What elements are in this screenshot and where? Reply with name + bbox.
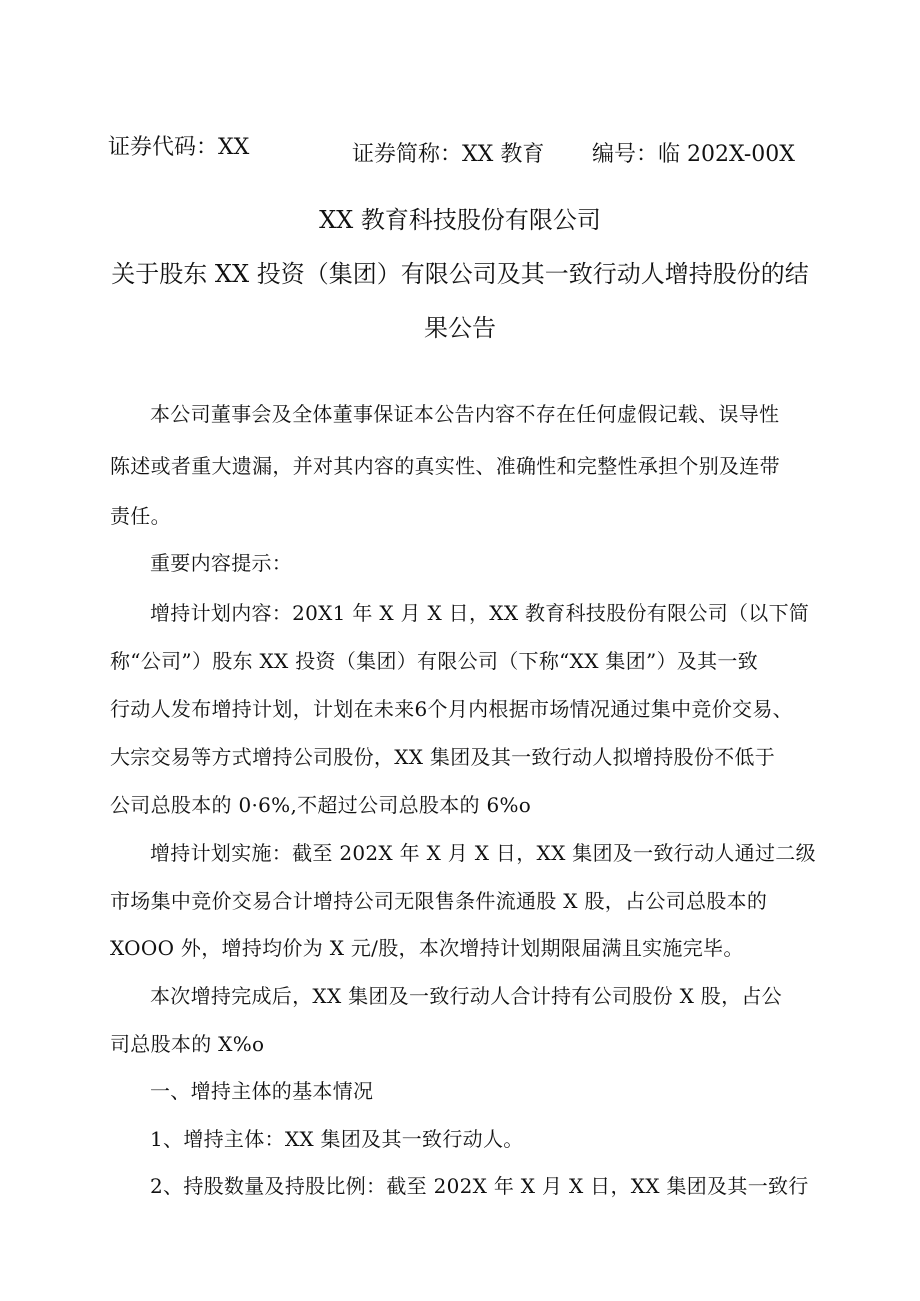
security-code: 证券代码：XX xyxy=(108,135,250,160)
key-hint-title: 重要内容提示： xyxy=(150,551,293,575)
announcement-title-line-1: 关于股东 XX 投资（集团）有限公司及其一致行动人增持股份的结 xyxy=(111,260,809,288)
plan-implementation-line-3: XOOO 外，增持均价为 X 元/股，本次增持计划期限届满且实施完毕。 xyxy=(110,936,744,960)
plan-content-line-5: 公司总股本的 0·6%,不超过公司总股本的 6%o xyxy=(110,793,532,817)
announcement-number: 编号：临 202X-00X xyxy=(592,142,795,167)
company-name: XX 教育科技股份有限公司 xyxy=(319,206,601,234)
security-short-name: 证券简称：XX 教育 xyxy=(352,142,545,167)
statement-line-3: 责任。 xyxy=(110,504,171,528)
plan-content-line-3: 行动人发布增持计划，计划在未来6个月内根据市场情况通过集中竞价交易、 xyxy=(110,697,793,721)
after-completion-line-2: 司总股本的 X%o xyxy=(110,1032,265,1056)
section-1-item-2: 2、持股数量及持股比例：截至 202X 年 X 月 X 日，XX 集团及其一致行 xyxy=(150,1174,809,1198)
section-1-item-1: 1、增持主体：XX 集团及其一致行动人。 xyxy=(150,1127,524,1151)
plan-implementation-line-2: 市场集中竞价交易合计增持公司无限售条件流通股 X 股，占公司总股本的 xyxy=(110,889,768,913)
after-completion-line-1: 本次增持完成后，XX 集团及一致行动人合计持有公司股份 X 股，占公 xyxy=(150,984,782,1008)
plan-content-line-4: 大宗交易等方式增持公司股份，XX 集团及其一致行动人拟增持股份不低于 xyxy=(110,745,776,769)
statement-line-1: 本公司董事会及全体董事保证本公告内容不存在任何虚假记载、误导性 xyxy=(150,402,780,426)
announcement-title-line-2: 果公告 xyxy=(424,314,496,342)
section-1-title: 一、增持主体的基本情况 xyxy=(150,1079,374,1103)
plan-content-line-1: 增持计划内容：20X1 年 X 月 X 日，XX 教育科技股份有限公司（以下简 xyxy=(150,601,810,625)
plan-content-line-2: 称“公司”）股东 XX 投资（集团）有限公司（下称“XX 集团”）及其一致 xyxy=(110,649,759,673)
plan-implementation-line-1: 增持计划实施：截至 202X 年 X 月 X 日，XX 集团及一致行动人通过二级 xyxy=(150,841,816,865)
statement-line-2: 陈述或者重大遗漏，并对其内容的真实性、准确性和完整性承担个别及连带 xyxy=(110,454,780,478)
